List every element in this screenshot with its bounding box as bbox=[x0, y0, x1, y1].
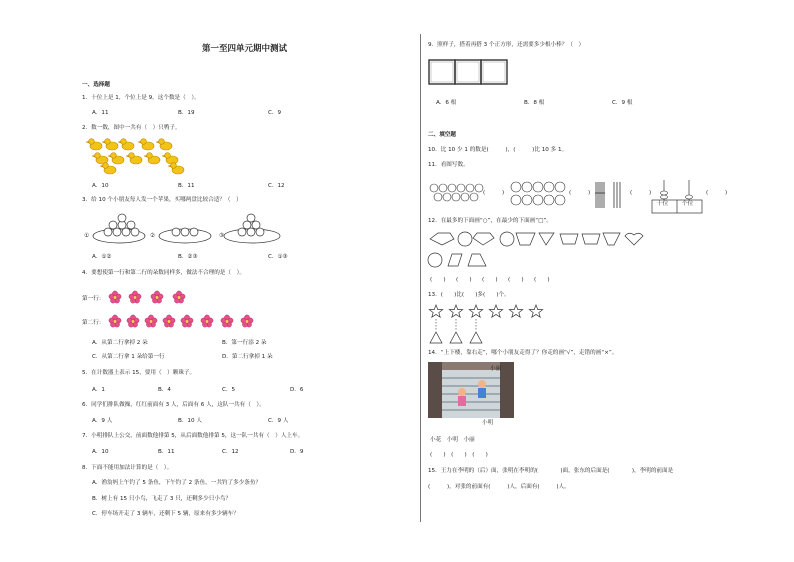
abacus-ones-label: 个位 bbox=[682, 201, 694, 207]
q4-row2-label: 第二行： bbox=[82, 320, 105, 326]
q12-blank-3[interactable]: ( ) bbox=[482, 277, 498, 283]
q1-option-a[interactable]: A．11 bbox=[92, 110, 109, 116]
q10-text: 10．比 10 少 1 的数是( )，( )比 10 多 1。 bbox=[428, 147, 568, 153]
q5-option-b[interactable]: B．4 bbox=[158, 387, 171, 393]
q8-option-b[interactable]: B．树上有 15 只小鸟，飞走了 3 只，还剩多少只小鸟？ bbox=[92, 496, 232, 502]
plate-label-1: ① bbox=[84, 233, 90, 239]
q2-option-b[interactable]: B．11 bbox=[178, 183, 195, 189]
q11-blank-1[interactable]: ( ) bbox=[483, 190, 505, 196]
abacus-image bbox=[652, 176, 702, 214]
tomatoes-large-image bbox=[510, 180, 570, 210]
q3-option-a[interactable]: A．①② bbox=[92, 254, 112, 260]
ducks-image bbox=[88, 137, 198, 175]
q11-blank-4[interactable]: ( ) bbox=[706, 190, 728, 196]
q14-text: 14．“上下楼，靠右走”，哪个小朋友走得了？你走的画“√”，走错的画“×”。 bbox=[428, 350, 618, 356]
q2-text: 2．数一数，图中一共有（ ）只鸭子。 bbox=[82, 125, 181, 131]
tomatoes-small-image bbox=[428, 180, 488, 206]
q9-option-a[interactable]: A．6 根 bbox=[436, 100, 457, 106]
q12-blank-4[interactable]: ( ) bbox=[508, 277, 524, 283]
stairs-label-top: 小丽 bbox=[490, 366, 502, 372]
shapes-image bbox=[428, 230, 668, 270]
section-fill-heading: 二、填空题 bbox=[428, 132, 456, 138]
q7-option-c[interactable]: C．12 bbox=[222, 449, 239, 455]
q6-text: 6．同学们排队做操，红红前面有 3 人，后面有 6 人，这队一共有（ ）。 bbox=[82, 402, 265, 408]
q11-text: 11．看图写数。 bbox=[428, 162, 469, 168]
q1-option-b[interactable]: B．19 bbox=[178, 110, 195, 116]
q11-blank-2[interactable]: ( ) bbox=[569, 190, 591, 196]
q2-option-a[interactable]: A．10 bbox=[92, 183, 109, 189]
abacus-tens-label: 十位 bbox=[657, 201, 669, 207]
q3-option-c[interactable]: C．①③ bbox=[268, 254, 288, 260]
q5-option-d[interactable]: D．6 bbox=[290, 387, 304, 393]
q12-blank-5[interactable]: ( ) bbox=[534, 277, 550, 283]
q5-option-a[interactable]: A．1 bbox=[92, 387, 105, 393]
q9-option-b[interactable]: B．8 根 bbox=[524, 100, 545, 106]
q7-option-d[interactable]: D．9 bbox=[290, 449, 304, 455]
q4-option-c[interactable]: C．从第二行拿 1 朵给第一行 bbox=[92, 354, 165, 360]
stairs-label-bottom: 小明 bbox=[482, 420, 494, 426]
q14-names-row: 小花 小明 小丽 bbox=[430, 437, 475, 443]
q4-option-b[interactable]: B．第一行添 2 朵 bbox=[222, 340, 267, 346]
q6-option-b[interactable]: B．10 人 bbox=[178, 418, 202, 424]
q7-option-b[interactable]: B．11 bbox=[158, 449, 175, 455]
stars-triangles-image bbox=[428, 304, 548, 346]
q8-option-c[interactable]: C．停车场开走了 3 辆车，还剩下 5 辆，原来有多少辆车？ bbox=[92, 511, 239, 517]
q8-option-a[interactable]: A．渔翁妈上午钓了 5 条鱼，下午钓了 2 条鱼，一共钓了多少条鱼？ bbox=[92, 480, 262, 486]
apple-plates-image bbox=[92, 210, 292, 250]
q15-line-2: ( )，对张的前面有( )人，后面有( )人。 bbox=[428, 484, 570, 490]
q4-option-d[interactable]: D．第二行拿掉 1 朵 bbox=[222, 354, 273, 360]
q3-text: 3．给 10 个小朋友每人发一个苹果，买哪两盘比较合适？（ ） bbox=[82, 197, 242, 203]
q8-text: 8．下面不能用加法计算的是（ ）。 bbox=[82, 465, 173, 471]
q13-text: 13．( )比( )多( )个。 bbox=[428, 292, 510, 298]
q12-blank-1[interactable]: ( ) bbox=[430, 277, 446, 283]
q9-text: 9．照样子，搭着再搭 3 个正方形，还需要多少根小棒？（ ） bbox=[428, 42, 585, 48]
page-title: 第一至四单元期中测试 bbox=[202, 44, 288, 54]
q1-option-c[interactable]: C．9 bbox=[268, 110, 282, 116]
flowers-row-1 bbox=[108, 290, 198, 306]
q1-text: 1．十位上是 1，个位上是 9，这个数是（ ）。 bbox=[82, 95, 200, 101]
q5-option-c[interactable]: C．5 bbox=[222, 387, 236, 393]
q6-option-a[interactable]: A．9 人 bbox=[92, 418, 113, 424]
q9-option-c[interactable]: C．9 根 bbox=[612, 100, 633, 106]
q15-line-1: 15．王力在李明的（后）面，张明在李明的( )面，张东的后面是( )，李明的前面是 bbox=[428, 468, 674, 474]
q3-option-b[interactable]: B．②③ bbox=[178, 254, 198, 260]
q4-row1-label: 第一行： bbox=[82, 296, 105, 302]
section-choice-heading: 一、选择题 bbox=[82, 82, 110, 88]
q14-answer-blanks[interactable]: ( ) ( ) ( ) bbox=[430, 452, 488, 458]
q12-blank-2[interactable]: ( ) bbox=[456, 277, 472, 283]
q4-option-a[interactable]: A．从第二行拿掉 2 朵 bbox=[92, 340, 148, 346]
flowers-row-2 bbox=[108, 314, 268, 330]
q2-option-c[interactable]: C．12 bbox=[268, 183, 285, 189]
q7-option-a[interactable]: A．10 bbox=[92, 449, 109, 455]
q7-text: 7．小明排队上公交，前面数他排第 5，从后面数他排第 5，这一队一共有（ ）人上车。 bbox=[82, 433, 304, 439]
matchstick-squares-image bbox=[428, 58, 518, 88]
column-divider bbox=[420, 34, 421, 522]
q12-text: 12．在最多的下面画“○”，在最少的下面画“□”。 bbox=[428, 218, 552, 224]
q5-text: 5．在计数器上表示 15，要用（ ）颗珠子。 bbox=[82, 370, 196, 376]
q4-text: 4．要想使第一行和第二行的朵数同样多，做法不合理的是（ ）。 bbox=[82, 270, 245, 276]
plate-label-3: ③ bbox=[219, 233, 225, 239]
q6-option-c[interactable]: C．9 人 bbox=[268, 418, 289, 424]
q11-blank-3[interactable]: ( ) bbox=[630, 190, 652, 196]
sticks-bundle-image bbox=[592, 180, 628, 210]
plate-label-2: ② bbox=[150, 233, 156, 239]
